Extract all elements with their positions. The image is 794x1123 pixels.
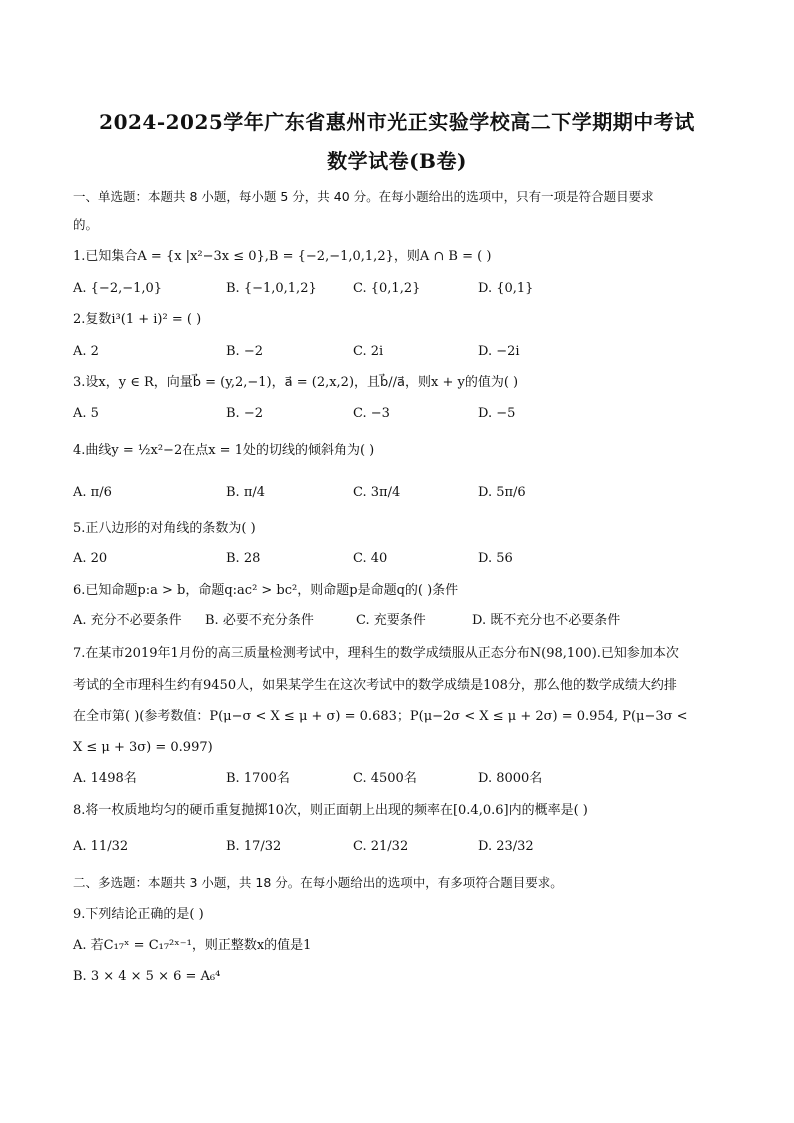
q8-option-c: C. 21/32 <box>353 839 409 854</box>
section2-heading: 二、多选题：本题共 3 小题，共 18 分。在每小题给出的选项中，有多项符合题目要求。 <box>73 875 563 890</box>
q5-option-d: D. 56 <box>478 551 513 566</box>
q7-stem-line4: X ≤ μ + 3σ) = 0.997) <box>73 740 213 755</box>
q9-option-a: A. 若C₁₇ˣ = C₁₇²ˣ⁻¹，则正整数x的值是1 <box>73 938 312 953</box>
q6-option-b: B. 必要不充分条件 <box>205 613 314 628</box>
q1-option-a: A. {−2,−1,0} <box>73 281 163 296</box>
q1-option-b: B. {−1,0,1,2} <box>226 281 317 296</box>
q5-option-a: A. 20 <box>73 551 108 566</box>
q3-stem: 3.设x，y ∈ R，向量b⃗ = (y,2,−1)，a⃗ = (2,x,2)，且b⃗//a⃗，则x + y的值为( ) <box>73 375 519 390</box>
q6-options <box>73 612 723 630</box>
q9-stem: 9.下列结论正确的是( ) <box>73 907 204 922</box>
q2-stem: 2.复数i³(1 + i)² = ( ) <box>73 312 202 327</box>
q3-option-c: C. −3 <box>353 406 390 421</box>
q7-options <box>73 770 723 788</box>
q5-stem: 5.正八边形的对角线的条数为( ) <box>73 521 256 536</box>
q2-option-a: A. 2 <box>73 344 99 359</box>
q8-options <box>73 838 723 856</box>
q1-option-d: D. {0,1} <box>478 281 534 296</box>
q4-option-a: A. π/6 <box>73 485 112 500</box>
q8-stem: 8.将一枚质地均匀的硬币重复抛掷10次，则正面朝上出现的频率在[0.4,0.6]内的概率是( ) <box>73 803 588 818</box>
q3-option-a: A. 5 <box>73 406 99 421</box>
q4-option-b: B. π/4 <box>226 485 266 500</box>
q7-option-d: D. 8000名 <box>478 771 543 786</box>
q4-stem: 4.曲线y = ½x²−2在点x = 1处的切线的倾斜角为( ) <box>73 443 375 458</box>
q8-option-d: D. 23/32 <box>478 839 534 854</box>
q7-stem-line1: 7.在某市2019年1月份的高三质量检测考试中，理科生的数学成绩服从正态分布N(98,100).已知参加本次 <box>73 646 679 661</box>
q6-stem: 6.已知命题p:a > b，命题q:ac² > bc²，则命题p是命题q的( )条件 <box>73 583 459 598</box>
q1-stem: 1.已知集合A = {x |x²−3x ≤ 0},B = {−2,−1,0,1,2}，则A ∩ B = ( ) <box>73 249 492 264</box>
q6-option-c: C. 充要条件 <box>356 613 426 628</box>
section1-heading: 一、单选题：本题共 8 小题，每小题 5 分，共 40 分。在每小题给出的选项中，只有一项是符合题目要求 <box>73 189 654 204</box>
q4-option-c: C. 3π/4 <box>353 485 401 500</box>
q2-option-b: B. −2 <box>226 344 263 359</box>
q8-option-b: B. 17/32 <box>226 839 282 854</box>
q2-option-d: D. −2i <box>478 344 520 359</box>
q1-option-c: C. {0,1,2} <box>353 281 421 296</box>
q6-option-d: D. 既不充分也不必要条件 <box>472 613 621 628</box>
q5-option-c: C. 40 <box>353 551 388 566</box>
q1-options <box>73 280 723 298</box>
q3-options <box>73 405 723 423</box>
q7-option-b: B. 1700名 <box>226 771 290 786</box>
q2-options <box>73 343 723 361</box>
q8-option-a: A. 11/32 <box>73 839 129 854</box>
q7-stem-line3: 在全市第( )(参考数值：P(μ−σ < X ≤ μ + σ) = 0.683；P(μ−2σ < X ≤ μ + 2σ) = 0.954, P(μ−3σ < <box>73 709 688 724</box>
section1-heading-cont: 的。 <box>73 217 99 232</box>
q3-option-b: B. −2 <box>226 406 263 421</box>
q7-stem-line2: 考试的全市理科生约有9450人，如果某学生在这次考试中的数学成绩是108分，那么他的数学成绩大约排 <box>73 678 677 693</box>
q7-option-a: A. 1498名 <box>73 771 137 786</box>
q4-options <box>73 484 723 502</box>
q5-options <box>73 550 723 568</box>
q9-option-b: B. 3 × 4 × 5 × 6 = A₆⁴ <box>73 969 221 984</box>
exam-subtitle: 数学试卷(B卷) <box>327 149 467 173</box>
exam-title: 2024-2025学年广东省惠州市光正实验学校高二下学期期中考试 <box>99 110 695 134</box>
q6-option-a: A. 充分不必要条件 <box>73 613 182 628</box>
q3-option-d: D. −5 <box>478 406 516 421</box>
q7-option-c: C. 4500名 <box>353 771 417 786</box>
q2-option-c: C. 2i <box>353 344 384 359</box>
q4-option-d: D. 5π/6 <box>478 485 526 500</box>
q5-option-b: B. 28 <box>226 551 261 566</box>
